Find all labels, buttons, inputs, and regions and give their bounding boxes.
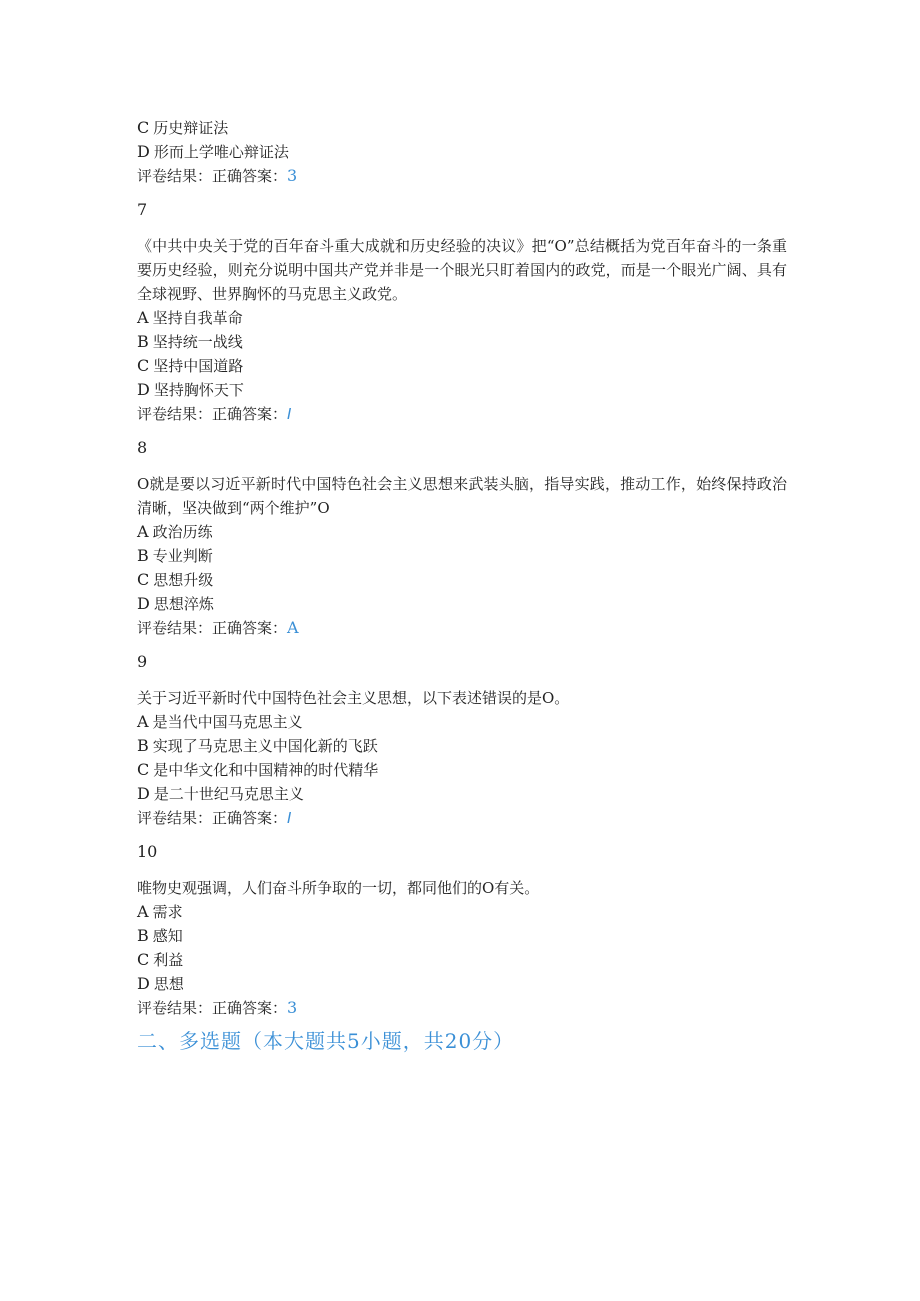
option-b [137, 734, 787, 758]
option-letter: A [137, 902, 149, 921]
option-letter: B [137, 736, 149, 755]
option-letter: C [137, 950, 150, 969]
option-letter: A [137, 522, 149, 541]
question-number: 8 [137, 438, 148, 457]
option-letter: B [137, 332, 149, 351]
section-title: 二、多选题（本大题共5小题，共20分） [137, 1029, 515, 1053]
question-8 [137, 436, 787, 640]
question-number: 10 [137, 842, 158, 861]
option-text: 专业判断 [152, 547, 213, 565]
option-d [137, 378, 787, 402]
option-text: 是二十世纪马克思主义 [153, 785, 304, 803]
option-text: 感知 [152, 927, 183, 945]
question-text: 关于习近平新时代中国特色社会主义思想，以下表述错误的是O。 [137, 689, 570, 707]
option-letter: C [137, 760, 150, 779]
option-b [137, 924, 787, 948]
option-letter: D [137, 142, 150, 161]
option-text: 坚持胸怀天下 [153, 381, 244, 399]
option-a [137, 900, 787, 924]
option-letter: B [137, 926, 149, 945]
option-d [137, 972, 787, 996]
result-label: 评卷结果：正确答案： [137, 619, 288, 637]
option-text: 坚持统一战线 [152, 333, 243, 351]
option-text: 历史辩证法 [153, 119, 229, 137]
option-d [137, 140, 787, 164]
option-c [137, 758, 787, 782]
option-letter: C [137, 356, 150, 375]
option-text: 利益 [153, 951, 184, 969]
result-label: 评卷结果：正确答案： [137, 809, 288, 827]
option-text: 坚持中国道路 [153, 357, 244, 375]
option-text: 实现了马克思主义中国化新的飞跃 [152, 737, 378, 755]
result-label: 评卷结果：正确答案： [137, 405, 288, 423]
option-text: 是中华文化和中国精神的时代精华 [153, 761, 379, 779]
result-line [137, 164, 787, 188]
option-d [137, 782, 787, 806]
option-letter: A [137, 712, 149, 731]
option-letter: D [137, 594, 150, 613]
question-number: 7 [137, 200, 148, 219]
option-text: 是当代中国马克思主义 [152, 713, 303, 731]
result-label: 评卷结果：正确答案： [137, 999, 288, 1017]
question-number: 9 [137, 652, 148, 671]
option-letter: C [137, 570, 150, 589]
option-text: 需求 [152, 903, 183, 921]
option-letter: D [137, 784, 150, 803]
question-9 [137, 650, 787, 830]
option-a [137, 306, 787, 330]
option-d [137, 592, 787, 616]
question-text: 唯物史观强调，人们奋斗所争取的一切，都同他们的O有关。 [137, 879, 540, 897]
option-text: 思想 [153, 975, 184, 993]
option-c [137, 116, 787, 140]
option-letter: B [137, 546, 149, 565]
option-c [137, 948, 787, 972]
option-b [137, 544, 787, 568]
option-letter: D [137, 974, 150, 993]
result-line [137, 402, 787, 426]
question-10 [137, 840, 787, 1020]
correct-answer: 3 [287, 166, 298, 185]
option-b [137, 330, 787, 354]
option-letter: A [137, 308, 149, 327]
option-text: 政治历练 [152, 523, 213, 541]
option-c [137, 354, 787, 378]
correct-answer: 3 [287, 998, 298, 1017]
result-line [137, 616, 787, 640]
option-c [137, 568, 787, 592]
correct-answer: A [287, 618, 299, 637]
correct-answer: I [287, 405, 292, 423]
question-text: O就是要以习近平新时代中国特色社会主义思想来武装头脑，指导实践，推动工作，始终保持政治清晰，坚决做到“两个维护”O [137, 475, 787, 517]
result-line [137, 806, 787, 830]
option-letter: C [137, 118, 150, 137]
result-label: 评卷结果：正确答案： [137, 167, 288, 185]
question-7 [137, 198, 787, 426]
document-page [137, 116, 787, 1056]
option-a [137, 520, 787, 544]
result-line [137, 996, 787, 1020]
correct-answer: I [287, 809, 292, 827]
option-text: 坚持自我革命 [152, 309, 243, 327]
option-a [137, 710, 787, 734]
question-text: 《中共中央关于党的百年奋斗重大成就和历史经验的决议》把“O”总结概括为党百年奋斗的一条重要历史经验，则充分说明中国共产党并非是一个眼光只盯着国内的政党，而是一个眼光广阔、具有全球视野、世界胸怀的马克思主义政党。 [137, 237, 787, 303]
question-6-tail [137, 116, 787, 188]
option-text: 思想升级 [153, 571, 214, 589]
option-letter: D [137, 380, 150, 399]
option-text: 形而上学唯心辩证法 [153, 143, 289, 161]
option-text: 思想淬炼 [153, 595, 214, 613]
